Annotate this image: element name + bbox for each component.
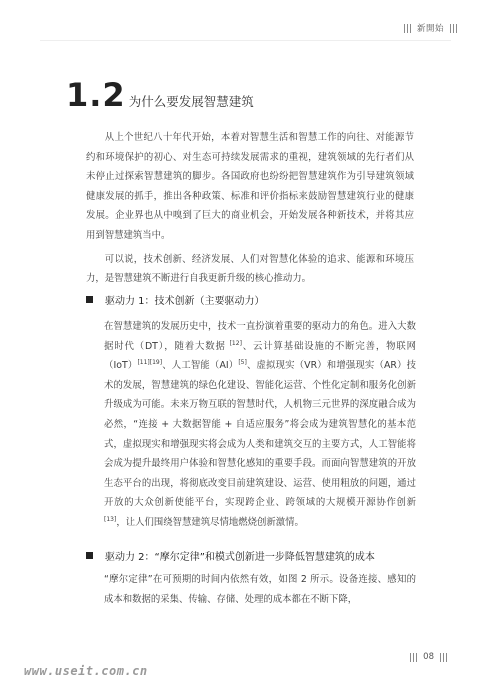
driver2-heading: 驱动力 2：“摩尔定律”和模式创新进一步降低智慧建筑的成本 (105, 552, 375, 563)
watermark: www.useit.com.cn (24, 664, 148, 678)
driver1-heading: 驱动力 1：技术创新（主要驱动力） (105, 296, 265, 307)
intro-text (86, 128, 414, 289)
header-bars-right-icon (450, 24, 457, 33)
intro-paragraph-1: 从上个世纪八十年代开始，本着对智慧生活和智慧工作的向往、对能源节约和环境保护的初心、对生态可持续发展需求的重视，建筑领域的先行者们从未停止过探索智慧建筑的脚步。各国政府也纷纷把智慧建筑作为引导建筑领域健康发展的抓手，推出各种政策、标准和评价指标来鼓励智慧建筑行业的健康发展。企业界也从中嗅到了巨大的商业机会，开始发展各种新技术，并将其应用到智慧建筑当中。 (86, 132, 414, 241)
driver1-paragraph (104, 317, 416, 533)
footer-bars-left-icon (410, 653, 417, 662)
section-title: 为什么要发展智慧建筑 (128, 94, 254, 109)
driver2-text (104, 570, 416, 609)
driver1-text-d: 、虚拟现实（VR）和增强现实（AR）技术的发展，智慧建筑的绿色化建设、智能化运营、个性化定制和服务化创新升级成为可能。未来万物互联的智慧时代，人机物三元世界的深度融合成为必然，“连接 + 大数据智能 + 自适应服务”将会成为建筑智慧化的基本范式，虚拟现实和增强现实将会成为人类和建筑交互的主要方式，人工智能将会成为提升最终用户体验和智慧化感知的重要手段。而面向智慧建筑的开放生态平台的出现，将彻底改变目前建筑建设、运营、使用粗放的问题，通过开放的大众创新使能平台，实现跨企业、跨领域的大规模开源协作创新 (104, 360, 416, 509)
page-number: 08 (423, 652, 434, 662)
section-number: 1.2 (66, 76, 126, 114)
header-divider (40, 40, 451, 41)
driver1-text-e: ，让人们围绕智慧建筑尽情地燃烧创新激情。 (116, 516, 304, 528)
driver2-bullet (86, 548, 375, 563)
driver1-bullet (86, 292, 265, 307)
footer-bars-right-icon (440, 653, 447, 662)
reference-11-19: [11][19] (137, 359, 163, 367)
reference-12: [12] (229, 339, 242, 347)
reference-5: [5] (238, 359, 247, 367)
driver1-text (104, 317, 416, 533)
driver1-text-a: 在智慧建筑的发展历史中，技术一直扮演着重要的驱动力的角色。进入大数据时代（DT），随着大数据 (104, 321, 416, 352)
section-heading (66, 76, 254, 114)
page-footer (410, 652, 447, 662)
driver2-paragraph: “摩尔定律”在可预期的时间内依然有效，如图 2 所示。设备连接、感知的成本和数据的采集、传输、存储、处理的成本都在不断下降， (104, 574, 416, 605)
running-header (404, 22, 457, 34)
reference-13: [13] (104, 515, 117, 523)
driver1-text-c: 、人工智能（AI） (162, 360, 239, 372)
header-title: 新開始 (416, 24, 444, 34)
bullet-square-icon (86, 296, 93, 303)
header-bars-left-icon (404, 24, 411, 33)
driver1-text-b: 、云计算基础设施的不断完善，物联网（IoT） (104, 340, 416, 372)
bullet-square-icon (86, 552, 93, 559)
intro-paragraph-2: 可以说，技术创新、经济发展、人们对智慧化体验的追求、能源和环境压力，是智慧建筑不断进行自我更新升级的核心推动力。 (86, 253, 414, 285)
